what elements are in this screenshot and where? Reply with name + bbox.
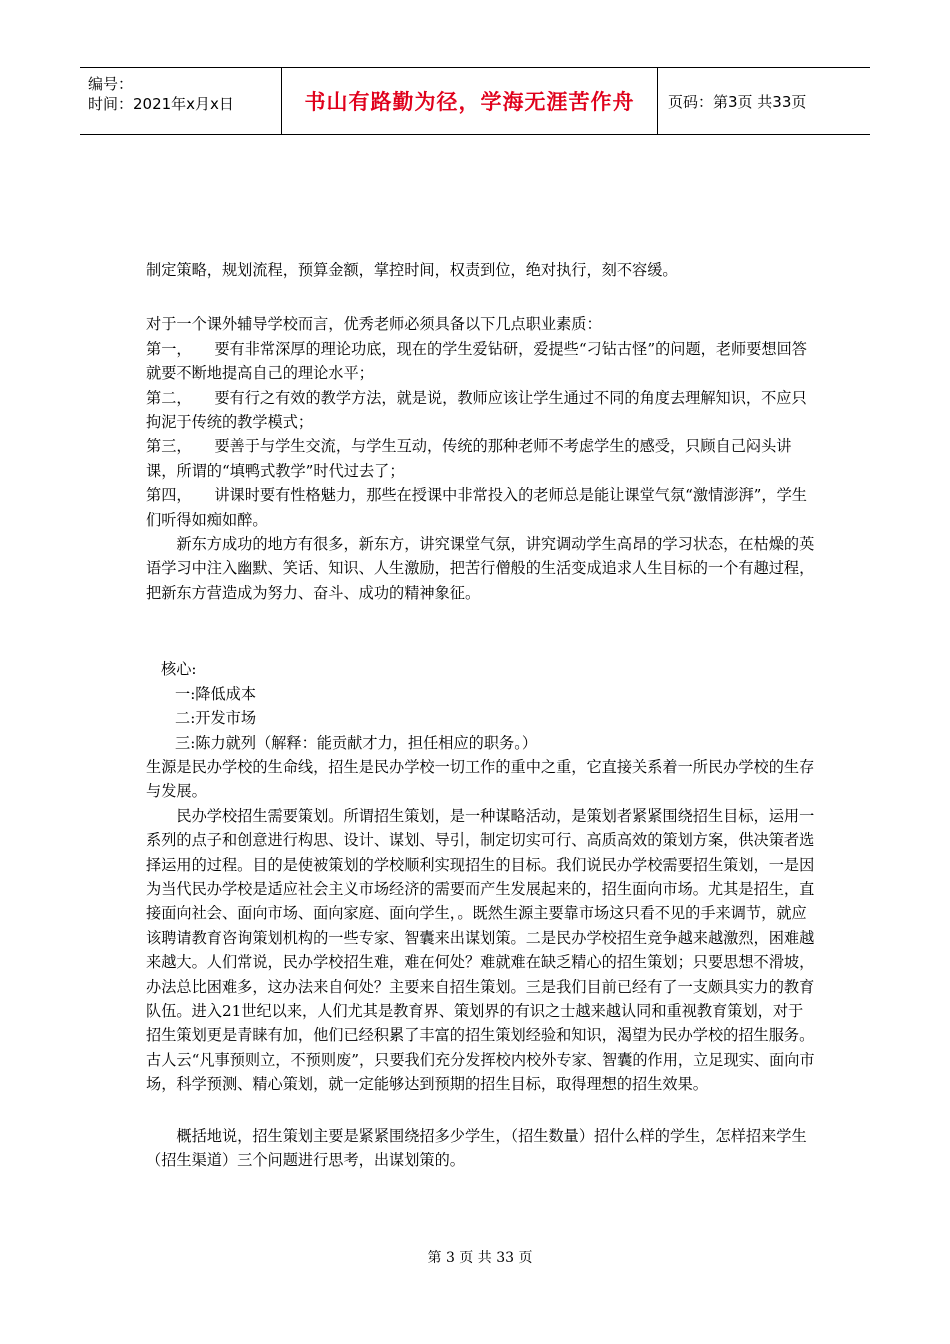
header-meta (80, 68, 282, 134)
summary-paragraph: 概括地说，招生策划主要是紧紧围绕招多少学生，（招生数量）招什么样的学生，怎样招来学生（招生渠道）三个问题进行思考，出谋划策的。 (146, 1126, 807, 1169)
quality-item: 第三， 要善于与学生交流，与学生互动，传统的那种老师不考虑学生的感受，只顾自己闷头讲课，所谓的“填鸭式教学”时代过去了； (146, 437, 792, 480)
core-item: 三:陈力就列（解释：能贡献才力，担任相应的职务。） (175, 733, 538, 752)
core-item: 一:降低成本 (175, 684, 257, 703)
quality-item: 第四， 讲课时要有性格魅力，那些在授课中非常投入的老师总是能让课堂气氛“激情澎湃”，学生们听得如痴如醉。 (146, 486, 807, 529)
document-body (146, 258, 816, 1172)
header-date: 时间：2021年x月x日 (88, 95, 234, 113)
core-title: 核心: (161, 660, 197, 679)
planning-paragraph: 民办学校招生需要策划。所谓招生策划，是一种谋略活动，是策划者紧紧围绕招生目标，运用一系列的点子和创意进行构思、设计、谋划、导引，制定切实可行、高质高效的策划方案，供决策者选择运用的过程。目的是使被策划的学校顺利实现招生的目标。我们说民办学校需要招生策划，一是因为当代民办学校是适应社会主义市场经济的需要而产生发展起来的，招生面向市场。尤其是招生，直接面向社会、面向市场、面向家庭、面向学生，。既然生源主要靠市场这只看不见的手来调节，就应该聘请教育咨询策划机构的一些专家、智囊来出谋划策。二是民办学校招生竞争越来越激烈，困难越来越大。人们常说，民办学校招生难，难在何处？难就难在缺乏精心的招生策划；只要思想不滑坡，办法总比困难多，这办法来自何处？主要来自招生策划。三是我们目前已经有了一支颇具实力的教育队伍。进入21世纪以来，人们尤其是教育界、策划界的有识之士越来越认同和重视教育策划，对于招生策划更是青睐有加，他们已经积累了丰富的招生策划经验和知识，渴望为民办学校的招生服务。古人云“凡事预则立，不预则废”，只要我们充分发挥校内校外专家、智囊的作用，立足现实、面向市场，科学预测、精心策划，就一定能够达到预期的招生目标，取得理想的招生效果。 (146, 806, 815, 1094)
page-header (80, 67, 870, 135)
intro-paragraph: 制定策略，规划流程，预算金额，掌控时间，权责到位，绝对执行，刻不容缓。 (146, 261, 678, 279)
quality-item: 第二， 要有行之有效的教学方法，就是说，教师应该让学生通过不同的角度去理解知识，不应只拘泥于传统的教学模式； (146, 388, 807, 432)
page-footer: 第 3 页 共 33 页 (427, 1250, 533, 1266)
quality-item: 第一， 要有非常深厚的理论功底，现在的学生爱钻研，爱提些“刁钻古怪”的问题，老师要想回答就要不断地提高自己的理论水平； (146, 339, 807, 383)
source-paragraph: 生源是民办学校的生命线，招生是民办学校一切工作的重中之重，它直接关系着一所民办学校的生存与发展。 (146, 757, 815, 801)
header-motto: 书山有路勤为径，学海无涯苦作舟 (282, 68, 658, 134)
core-item: 二:开发市场 (175, 709, 257, 728)
header-number-label: 编号： (88, 75, 134, 93)
qualities-title: 对于一个课外辅导学校而言，优秀老师必须具备以下几点职业素质： (146, 315, 602, 334)
header-page-info: 页码：第3页 共33页 (668, 92, 807, 111)
xdf-paragraph: 新东方成功的地方有很多，新东方，讲究课堂气氛，讲究调动学生高昂的学习状态，在枯燥的英语学习中注入幽默、笑话、知识、人生激励，把苦行僧般的生活变成追求人生目标的一个有趣过程，把新东方营造成为努力、奋斗、成功的精神象征。 (146, 535, 815, 602)
